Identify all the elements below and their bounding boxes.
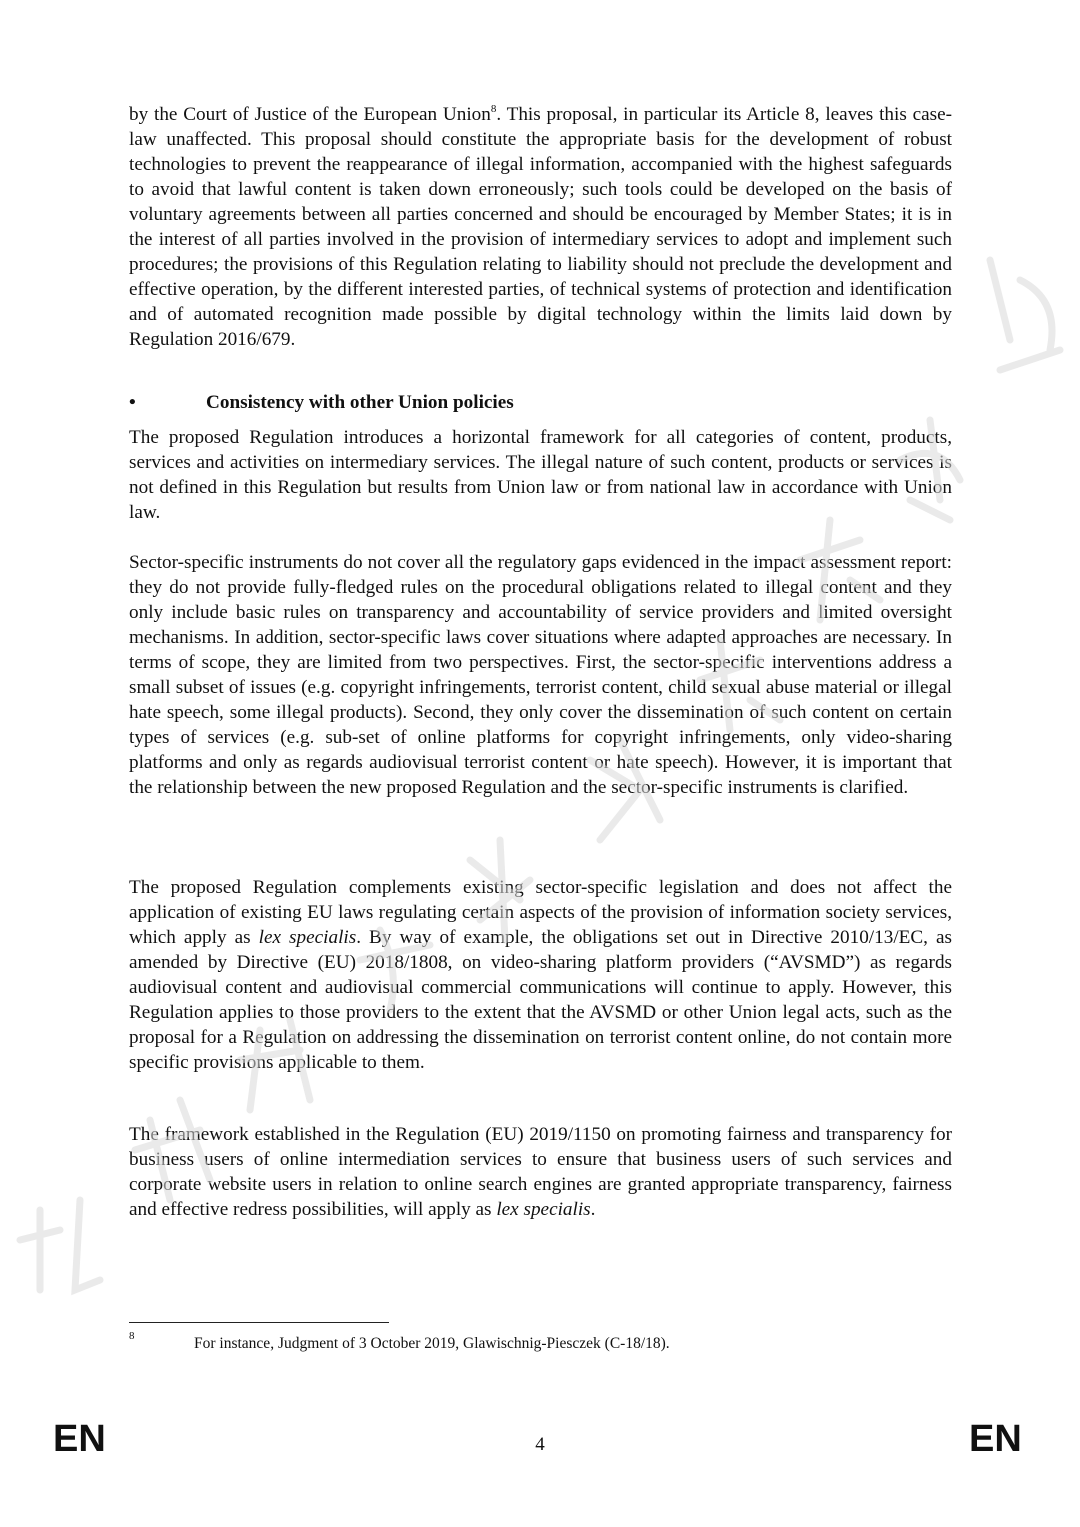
page-number: 4 <box>535 1434 545 1455</box>
footnote-divider <box>129 1322 389 1323</box>
bullet-icon: • <box>129 392 136 413</box>
paragraph-2: The proposed Regulation introduces a horizontal framework for all categories of content, products, services and activities on intermediary services. The illegal nature of such content, products or services is not defined in this Regulation but results from Union law or from national law in accordance with Union law. <box>129 427 952 523</box>
paragraph-5-italic-term: lex specialis <box>496 1199 591 1220</box>
footnote-text: For instance, Judgment of 3 October 2019, Glawischnig-Piesczek (C-18/18). <box>194 1335 670 1352</box>
section-heading-title: Consistency with other Union policies <box>206 392 514 413</box>
paragraph-1-text-start: by the Court of Justice of the European Union <box>129 104 491 125</box>
paragraph-1 <box>129 102 952 352</box>
paragraph-5 <box>129 1122 952 1222</box>
language-code-right: EN <box>969 1418 1022 1460</box>
language-code-left: EN <box>53 1418 106 1460</box>
paragraph-3: Sector-specific instruments do not cover all the regulatory gaps evidenced in the impact assessment report: they do not provide fully-fledged rules on the procedural obligations related to illegal content and they only include basic rules on transparency and accountability of service providers and limited oversight mechanisms. In addition, sector-specific laws cover situations where adapted approaches are necessary. In terms of scope, they are limited from two perspectives. First, the sector-specific interventions address a small subset of issues (e.g. copyright infringements, terrorist content, child sexual abuse material or illegal hate speech, some illegal products). Second, they only cover the dissemination of such content on certain types of services (e.g. sub-set of online platforms for copyright infringements, only video-sharing platforms and only as regards audiovisual terrorist content or hate speech). However, it is important that the relationship between the new proposed Regulation and the sector-specific instruments is clarified. <box>129 552 952 798</box>
paragraph-1-text-end: . This proposal, in particular its Article 8, leaves this case-law unaffected. This proposal should constitute the appropriate basis for the development of robust technologies to prevent the reappearance of illegal information, accompanied with the highest safeguards to avoid that lawful content is taken down erroneously; such tools could be developed on the basis of voluntary agreements between all parties concerned and should be encouraged by Member States; it is in the interest of all parties involved in the provision of intermediary services to adopt and implement such procedures; the provisions of this Regulation relating to liability should not preclude the development and effective operation, by the different interested parties, of technical systems of protection and identification and of automated recognition made possible by digital technology within the limits laid down by Regulation 2016/679. <box>129 104 953 350</box>
paragraph-5-text-start: The framework established in the Regulation (EU) 2019/1150 on promoting fairness and transparency for business users of online intermediation services to ensure that business users of such services and corporate website users in relation to online search engines are granted appropriate transparency, fairness and effective redress possibilities, will apply as <box>129 1124 952 1220</box>
footnote-number: 8 <box>129 1330 135 1342</box>
paragraph-5-text-end: . <box>590 1199 596 1220</box>
paragraph-4-text-end: . By way of example, the obligations set out in Directive 2010/13/EC, as amended by Directive (EU) 2018/1808, on video-sharing platform providers (“AVSMD”) as regards audiovisual content and audiovisual commercial communications will continue to apply. However, this Regulation applies to those providers to the extent that the AVSMD or other Union legal acts, such as the proposal for a Regulation on addressing the dissemination on terrorist content online, do not contain more specific provisions applicable to them. <box>129 927 953 1073</box>
paragraph-4 <box>129 875 952 1075</box>
paragraph-4-italic-term: lex specialis <box>258 927 357 948</box>
footnote-reference: 8 <box>490 103 497 115</box>
paragraph-4-text-start: The proposed Regulation complements existing sector-specific legislation and does not affect the application of existing EU laws regulating certain aspects of the provision of information society services, which apply as <box>129 877 952 948</box>
